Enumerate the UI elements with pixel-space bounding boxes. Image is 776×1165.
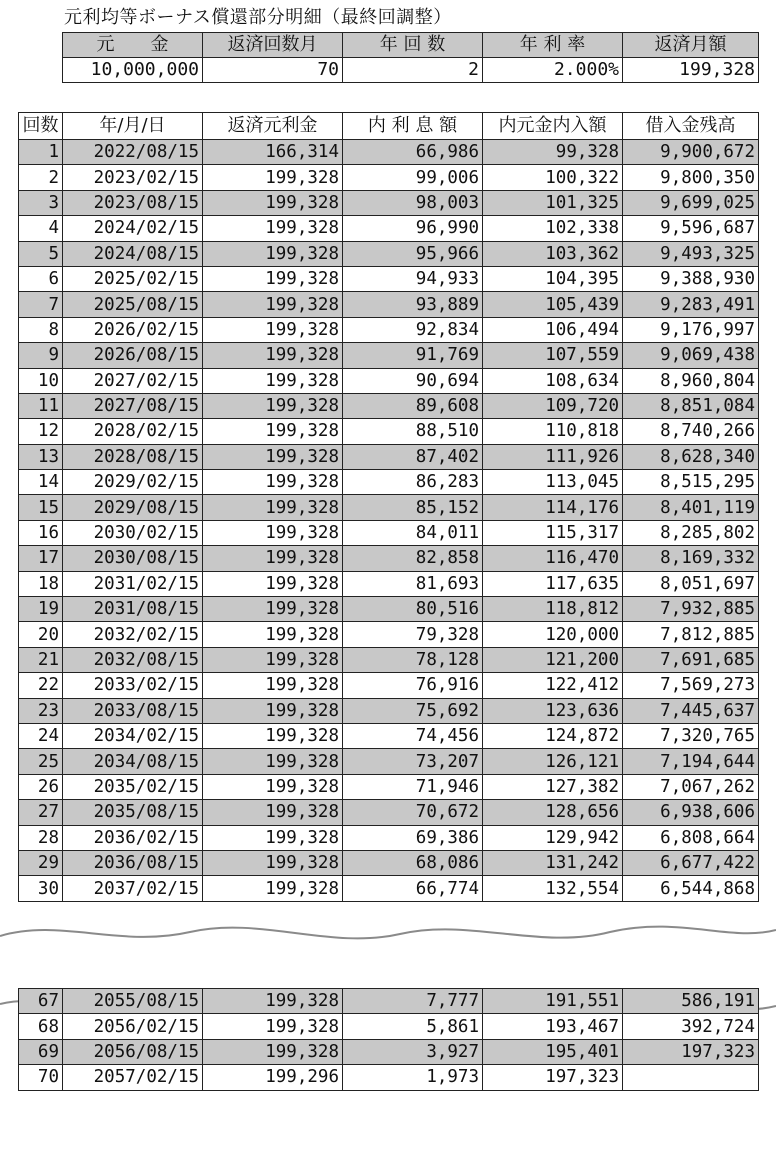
cell-count: 69 bbox=[19, 1039, 63, 1064]
cell-count: 16 bbox=[19, 520, 63, 545]
header-balance: 借入金残高 bbox=[623, 113, 759, 140]
summary-rate: 2.000% bbox=[483, 58, 623, 83]
cell-date: 2034/08/15 bbox=[63, 749, 203, 774]
cell-date: 2057/02/15 bbox=[63, 1065, 203, 1090]
cell-principal: 128,656 bbox=[483, 800, 623, 825]
header-count: 回数 bbox=[19, 113, 63, 140]
cell-payment: 199,328 bbox=[203, 850, 343, 875]
cell-interest: 81,693 bbox=[343, 571, 483, 596]
cell-principal: 99,328 bbox=[483, 140, 623, 165]
cell-interest: 86,283 bbox=[343, 470, 483, 495]
table-row bbox=[19, 1014, 759, 1039]
cell-payment: 199,328 bbox=[203, 597, 343, 622]
cell-principal: 122,412 bbox=[483, 673, 623, 698]
cell-balance: 7,194,644 bbox=[623, 749, 759, 774]
summary-value-row bbox=[63, 58, 759, 83]
cell-balance: 7,691,685 bbox=[623, 647, 759, 672]
table-row bbox=[19, 850, 759, 875]
cell-interest: 79,328 bbox=[343, 622, 483, 647]
cell-principal: 113,045 bbox=[483, 470, 623, 495]
cell-count: 4 bbox=[19, 216, 63, 241]
cell-balance: 8,051,697 bbox=[623, 571, 759, 596]
table-row bbox=[19, 165, 759, 190]
cell-date: 2034/02/15 bbox=[63, 723, 203, 748]
cell-interest: 87,402 bbox=[343, 444, 483, 469]
cell-interest: 90,694 bbox=[343, 368, 483, 393]
cell-interest: 82,858 bbox=[343, 546, 483, 571]
cell-interest: 78,128 bbox=[343, 647, 483, 672]
cell-balance: 9,493,325 bbox=[623, 241, 759, 266]
cell-date: 2037/02/15 bbox=[63, 876, 203, 901]
cell-date: 2033/02/15 bbox=[63, 673, 203, 698]
cell-count: 23 bbox=[19, 698, 63, 723]
table-row bbox=[19, 140, 759, 165]
cell-count: 25 bbox=[19, 749, 63, 774]
cell-interest: 85,152 bbox=[343, 495, 483, 520]
cell-payment: 199,328 bbox=[203, 241, 343, 266]
cell-interest: 92,834 bbox=[343, 317, 483, 342]
cell-payment: 199,328 bbox=[203, 571, 343, 596]
cell-date: 2029/02/15 bbox=[63, 470, 203, 495]
cell-principal: 118,812 bbox=[483, 597, 623, 622]
table-row bbox=[19, 241, 759, 266]
cell-date: 2023/08/15 bbox=[63, 190, 203, 215]
table-row bbox=[19, 800, 759, 825]
cell-interest: 66,774 bbox=[343, 876, 483, 901]
cell-balance: 6,677,422 bbox=[623, 850, 759, 875]
cell-interest: 1,973 bbox=[343, 1065, 483, 1090]
cell-date: 2055/08/15 bbox=[63, 989, 203, 1014]
cell-date: 2028/08/15 bbox=[63, 444, 203, 469]
cell-payment: 199,328 bbox=[203, 419, 343, 444]
cell-principal: 126,121 bbox=[483, 749, 623, 774]
table-row bbox=[19, 825, 759, 850]
cell-count: 15 bbox=[19, 495, 63, 520]
cell-payment: 199,328 bbox=[203, 1014, 343, 1039]
table-row bbox=[19, 368, 759, 393]
cell-count: 6 bbox=[19, 266, 63, 291]
cell-count: 18 bbox=[19, 571, 63, 596]
cell-principal: 109,720 bbox=[483, 393, 623, 418]
cell-principal: 191,551 bbox=[483, 989, 623, 1014]
header-principal: 内元金内入額 bbox=[483, 113, 623, 140]
table-row bbox=[19, 774, 759, 799]
cell-payment: 199,328 bbox=[203, 317, 343, 342]
cell-count: 5 bbox=[19, 241, 63, 266]
table-row bbox=[19, 495, 759, 520]
cell-interest: 73,207 bbox=[343, 749, 483, 774]
cell-count: 22 bbox=[19, 673, 63, 698]
table-row bbox=[19, 393, 759, 418]
cell-principal: 129,942 bbox=[483, 825, 623, 850]
cell-payment: 199,328 bbox=[203, 520, 343, 545]
cell-date: 2033/08/15 bbox=[63, 698, 203, 723]
cell-interest: 80,516 bbox=[343, 597, 483, 622]
table-row bbox=[19, 292, 759, 317]
cell-count: 8 bbox=[19, 317, 63, 342]
cell-principal: 114,176 bbox=[483, 495, 623, 520]
cell-principal: 108,634 bbox=[483, 368, 623, 393]
cell-payment: 199,328 bbox=[203, 800, 343, 825]
cell-principal: 115,317 bbox=[483, 520, 623, 545]
cell-balance: 8,628,340 bbox=[623, 444, 759, 469]
cell-balance: 9,596,687 bbox=[623, 216, 759, 241]
cell-balance: 7,932,885 bbox=[623, 597, 759, 622]
cell-count: 3 bbox=[19, 190, 63, 215]
cell-count: 10 bbox=[19, 368, 63, 393]
cell-balance bbox=[623, 1065, 759, 1090]
cell-count: 24 bbox=[19, 723, 63, 748]
cell-payment: 199,328 bbox=[203, 749, 343, 774]
cell-interest: 70,672 bbox=[343, 800, 483, 825]
cell-balance: 9,388,930 bbox=[623, 266, 759, 291]
summary-header-per-year: 年 回 数 bbox=[343, 33, 483, 58]
cell-principal: 123,636 bbox=[483, 698, 623, 723]
cell-count: 21 bbox=[19, 647, 63, 672]
page-title: 元利均等ボーナス償還部分明細（最終回調整） bbox=[64, 7, 452, 28]
cell-balance: 9,069,438 bbox=[623, 343, 759, 368]
cell-date: 2035/08/15 bbox=[63, 800, 203, 825]
table-row bbox=[19, 876, 759, 901]
cell-interest: 5,861 bbox=[343, 1014, 483, 1039]
cell-count: 7 bbox=[19, 292, 63, 317]
cell-principal: 111,926 bbox=[483, 444, 623, 469]
table-row bbox=[19, 343, 759, 368]
table-row bbox=[19, 190, 759, 215]
cell-count: 28 bbox=[19, 825, 63, 850]
cell-balance: 7,067,262 bbox=[623, 774, 759, 799]
cell-date: 2025/02/15 bbox=[63, 266, 203, 291]
cell-balance: 8,515,295 bbox=[623, 470, 759, 495]
cell-payment: 199,328 bbox=[203, 876, 343, 901]
cell-date: 2031/02/15 bbox=[63, 571, 203, 596]
cell-payment: 199,328 bbox=[203, 622, 343, 647]
cell-principal: 120,000 bbox=[483, 622, 623, 647]
cell-date: 2026/08/15 bbox=[63, 343, 203, 368]
summary-header-monthly: 返済月額 bbox=[623, 33, 759, 58]
cell-count: 19 bbox=[19, 597, 63, 622]
cell-balance: 6,938,606 bbox=[623, 800, 759, 825]
cell-balance: 9,900,672 bbox=[623, 140, 759, 165]
table-row bbox=[19, 317, 759, 342]
cell-payment: 199,296 bbox=[203, 1065, 343, 1090]
cell-balance: 8,740,266 bbox=[623, 419, 759, 444]
cell-count: 70 bbox=[19, 1065, 63, 1090]
summary-header-rate: 年 利 率 bbox=[483, 33, 623, 58]
cell-date: 2036/08/15 bbox=[63, 850, 203, 875]
cell-principal: 100,322 bbox=[483, 165, 623, 190]
cell-principal: 195,401 bbox=[483, 1039, 623, 1064]
cell-payment: 199,328 bbox=[203, 723, 343, 748]
cell-principal: 103,362 bbox=[483, 241, 623, 266]
cell-count: 11 bbox=[19, 393, 63, 418]
cell-principal: 104,395 bbox=[483, 266, 623, 291]
table-row bbox=[19, 444, 759, 469]
cell-principal: 193,467 bbox=[483, 1014, 623, 1039]
cell-count: 1 bbox=[19, 140, 63, 165]
summary-header-row bbox=[63, 33, 759, 58]
cell-date: 2028/02/15 bbox=[63, 419, 203, 444]
cell-payment: 199,328 bbox=[203, 647, 343, 672]
table-row bbox=[19, 419, 759, 444]
cell-interest: 91,769 bbox=[343, 343, 483, 368]
cell-principal: 107,559 bbox=[483, 343, 623, 368]
cell-payment: 199,328 bbox=[203, 393, 343, 418]
cell-principal: 127,382 bbox=[483, 774, 623, 799]
cell-date: 2024/08/15 bbox=[63, 241, 203, 266]
cell-date: 2029/08/15 bbox=[63, 495, 203, 520]
cell-count: 29 bbox=[19, 850, 63, 875]
cell-principal: 110,818 bbox=[483, 419, 623, 444]
cell-balance: 9,699,025 bbox=[623, 190, 759, 215]
cell-count: 12 bbox=[19, 419, 63, 444]
table-row bbox=[19, 597, 759, 622]
cell-count: 13 bbox=[19, 444, 63, 469]
cell-date: 2026/02/15 bbox=[63, 317, 203, 342]
cell-date: 2024/02/15 bbox=[63, 216, 203, 241]
cell-date: 2030/02/15 bbox=[63, 520, 203, 545]
cell-count: 17 bbox=[19, 546, 63, 571]
cell-balance: 7,320,765 bbox=[623, 723, 759, 748]
cell-interest: 88,510 bbox=[343, 419, 483, 444]
cell-balance: 197,323 bbox=[623, 1039, 759, 1064]
cell-principal: 124,872 bbox=[483, 723, 623, 748]
cell-balance: 392,724 bbox=[623, 1014, 759, 1039]
cell-interest: 71,946 bbox=[343, 774, 483, 799]
cell-principal: 105,439 bbox=[483, 292, 623, 317]
cell-principal: 106,494 bbox=[483, 317, 623, 342]
cell-payment: 199,328 bbox=[203, 495, 343, 520]
cell-balance: 8,169,332 bbox=[623, 546, 759, 571]
table-row bbox=[19, 520, 759, 545]
cell-interest: 98,003 bbox=[343, 190, 483, 215]
schedule-table bbox=[18, 112, 759, 902]
cell-payment: 199,328 bbox=[203, 673, 343, 698]
header-interest: 内 利 息 額 bbox=[343, 113, 483, 140]
summary-principal: 10,000,000 bbox=[63, 58, 203, 83]
cell-balance: 9,176,997 bbox=[623, 317, 759, 342]
summary-header-principal: 元 金 bbox=[63, 33, 203, 58]
schedule-header-row bbox=[19, 113, 759, 140]
cell-date: 2056/08/15 bbox=[63, 1039, 203, 1064]
cell-count: 14 bbox=[19, 470, 63, 495]
cell-balance: 8,851,084 bbox=[623, 393, 759, 418]
table-row bbox=[19, 470, 759, 495]
cell-principal: 132,554 bbox=[483, 876, 623, 901]
schedule-body bbox=[19, 140, 759, 902]
summary-table bbox=[62, 32, 759, 83]
table-row bbox=[19, 723, 759, 748]
summary-count: 70 bbox=[203, 58, 343, 83]
cell-date: 2056/02/15 bbox=[63, 1014, 203, 1039]
cell-balance: 9,800,350 bbox=[623, 165, 759, 190]
cell-payment: 199,328 bbox=[203, 825, 343, 850]
cell-payment: 199,328 bbox=[203, 216, 343, 241]
cell-interest: 68,086 bbox=[343, 850, 483, 875]
summary-monthly: 199,328 bbox=[623, 58, 759, 83]
cell-interest: 93,889 bbox=[343, 292, 483, 317]
cell-principal: 197,323 bbox=[483, 1065, 623, 1090]
cell-balance: 8,285,802 bbox=[623, 520, 759, 545]
cell-balance: 6,544,868 bbox=[623, 876, 759, 901]
cell-payment: 199,328 bbox=[203, 165, 343, 190]
table-row bbox=[19, 266, 759, 291]
schedule-body-continued bbox=[19, 989, 759, 1091]
cell-balance: 6,808,664 bbox=[623, 825, 759, 850]
table-row bbox=[19, 546, 759, 571]
header-payment: 返済元利金 bbox=[203, 113, 343, 140]
cell-date: 2032/08/15 bbox=[63, 647, 203, 672]
cell-principal: 116,470 bbox=[483, 546, 623, 571]
cell-payment: 166,314 bbox=[203, 140, 343, 165]
cell-principal: 101,325 bbox=[483, 190, 623, 215]
cell-payment: 199,328 bbox=[203, 1039, 343, 1064]
cell-payment: 199,328 bbox=[203, 698, 343, 723]
cell-interest: 95,966 bbox=[343, 241, 483, 266]
cell-interest: 75,692 bbox=[343, 698, 483, 723]
cell-date: 2027/02/15 bbox=[63, 368, 203, 393]
table-row bbox=[19, 989, 759, 1014]
cell-count: 30 bbox=[19, 876, 63, 901]
cell-count: 20 bbox=[19, 622, 63, 647]
cell-payment: 199,328 bbox=[203, 190, 343, 215]
cell-payment: 199,328 bbox=[203, 368, 343, 393]
table-row bbox=[19, 216, 759, 241]
cell-payment: 199,328 bbox=[203, 444, 343, 469]
cell-payment: 199,328 bbox=[203, 470, 343, 495]
cell-payment: 199,328 bbox=[203, 343, 343, 368]
cell-date: 2031/08/15 bbox=[63, 597, 203, 622]
cell-principal: 131,242 bbox=[483, 850, 623, 875]
cell-date: 2032/02/15 bbox=[63, 622, 203, 647]
cell-interest: 76,916 bbox=[343, 673, 483, 698]
cell-payment: 199,328 bbox=[203, 266, 343, 291]
cell-count: 67 bbox=[19, 989, 63, 1014]
cell-balance: 9,283,491 bbox=[623, 292, 759, 317]
schedule-table-continued bbox=[18, 988, 759, 1091]
cell-principal: 121,200 bbox=[483, 647, 623, 672]
cell-interest: 3,927 bbox=[343, 1039, 483, 1064]
cell-count: 68 bbox=[19, 1014, 63, 1039]
cell-balance: 8,401,119 bbox=[623, 495, 759, 520]
cell-interest: 96,990 bbox=[343, 216, 483, 241]
cell-date: 2023/02/15 bbox=[63, 165, 203, 190]
cell-balance: 8,960,804 bbox=[623, 368, 759, 393]
cell-count: 27 bbox=[19, 800, 63, 825]
cell-count: 9 bbox=[19, 343, 63, 368]
cell-interest: 7,777 bbox=[343, 989, 483, 1014]
cell-date: 2022/08/15 bbox=[63, 140, 203, 165]
cell-interest: 69,386 bbox=[343, 825, 483, 850]
table-row bbox=[19, 1065, 759, 1090]
cell-count: 2 bbox=[19, 165, 63, 190]
cell-balance: 586,191 bbox=[623, 989, 759, 1014]
table-row bbox=[19, 622, 759, 647]
summary-header-count: 返済回数月 bbox=[203, 33, 343, 58]
summary-per-year: 2 bbox=[343, 58, 483, 83]
cell-interest: 89,608 bbox=[343, 393, 483, 418]
cell-balance: 7,569,273 bbox=[623, 673, 759, 698]
cell-date: 2030/08/15 bbox=[63, 546, 203, 571]
cell-interest: 74,456 bbox=[343, 723, 483, 748]
table-row bbox=[19, 1039, 759, 1064]
cell-date: 2036/02/15 bbox=[63, 825, 203, 850]
cell-date: 2027/08/15 bbox=[63, 393, 203, 418]
cell-principal: 102,338 bbox=[483, 216, 623, 241]
cell-interest: 84,011 bbox=[343, 520, 483, 545]
cell-payment: 199,328 bbox=[203, 546, 343, 571]
cell-date: 2025/08/15 bbox=[63, 292, 203, 317]
table-row bbox=[19, 571, 759, 596]
cell-principal: 117,635 bbox=[483, 571, 623, 596]
cell-count: 26 bbox=[19, 774, 63, 799]
cell-balance: 7,812,885 bbox=[623, 622, 759, 647]
table-row bbox=[19, 673, 759, 698]
header-date: 年/月/日 bbox=[63, 113, 203, 140]
cell-interest: 66,986 bbox=[343, 140, 483, 165]
cell-payment: 199,328 bbox=[203, 989, 343, 1014]
cell-balance: 7,445,637 bbox=[623, 698, 759, 723]
cell-interest: 94,933 bbox=[343, 266, 483, 291]
cell-payment: 199,328 bbox=[203, 774, 343, 799]
cell-payment: 199,328 bbox=[203, 292, 343, 317]
cell-date: 2035/02/15 bbox=[63, 774, 203, 799]
cell-interest: 99,006 bbox=[343, 165, 483, 190]
table-row bbox=[19, 698, 759, 723]
table-row bbox=[19, 647, 759, 672]
table-row bbox=[19, 749, 759, 774]
